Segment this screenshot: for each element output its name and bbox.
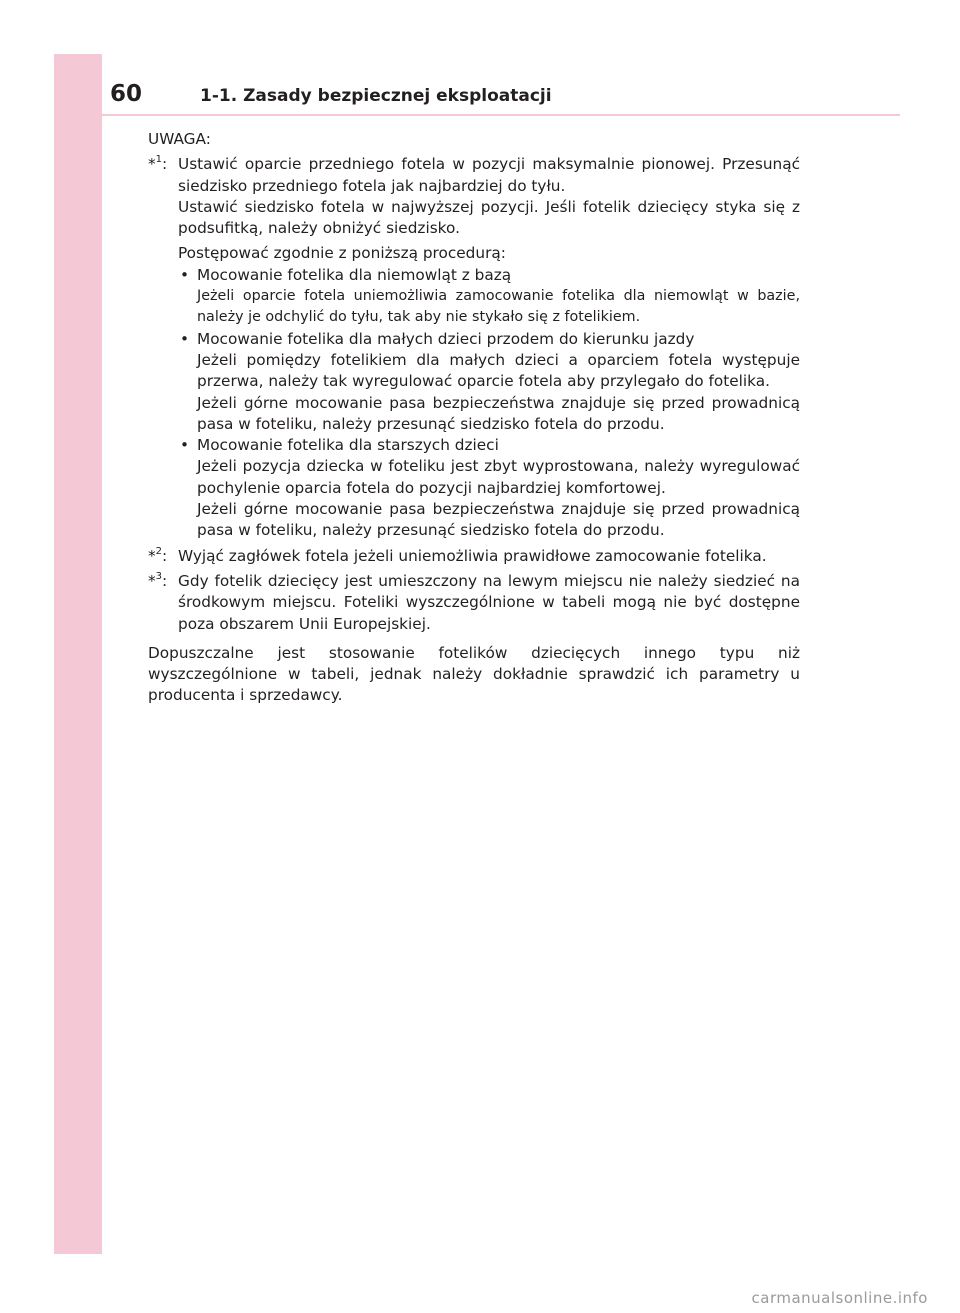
closing-paragraph: Dopuszczalne jest stosowanie fotelików dziecięcych innego typu niż wyszczególnione w tabeli, jednak należy dokładnie sprawdzić ich parametry u producenta i sprzedawcy. — [148, 643, 800, 705]
footnote-2-colon: : — [162, 546, 168, 565]
bullet-text: Jeżeli oparcie fotela uniemożliwia zamocowanie fotelika dla niemowląt w bazie, należy je odchylić do tyłu, tak aby nie stykało się z fotelikiem. — [197, 288, 800, 326]
footnote-1-text: Ustawić oparcie przedniego fotela w pozycji maksymalnie pionowej. Przesunąć siedzisko przedniego fotela jak najbardziej do tyłu. — [178, 155, 800, 195]
page-number: 60 — [110, 81, 143, 107]
bullet-title: Mocowanie fotelika dla niemowląt z bazą — [197, 265, 512, 284]
footnote-2-body — [178, 546, 800, 567]
note-label: UWAGA: — [148, 130, 211, 148]
footnote-3-asterisk: * — [148, 571, 156, 590]
bullet-body — [197, 435, 800, 541]
footnote-1-para3: Postępować zgodnie z poniższą procedurą: — [178, 244, 506, 263]
bullet-item — [178, 435, 800, 541]
watermark-text: carmanualsonline.info — [751, 1289, 928, 1307]
footnote-3-number: 3 — [155, 570, 163, 582]
footnote-1 — [148, 154, 800, 541]
footnote-1-number: 1 — [155, 154, 163, 166]
bullet-title: Mocowanie fotelika dla starszych dzieci — [197, 436, 499, 455]
footnote-2-number: 2 — [155, 545, 163, 557]
bullet-text: Jeżeli pozycja dziecka w foteliku jest zbyt wyprostowana, należy wyregulować pochylenie oparcia fotela do pozycji najbardziej komfortowej. — [197, 457, 800, 497]
footnote-3-text: Gdy fotelik dziecięcy jest umieszczony na lewym miejscu nie należy siedzieć na środkowym miejscu. Foteliki wyszczególnione w tabeli mogą nie być dostępne poza obszarem Unii Europejskiej. — [178, 571, 800, 633]
bullet-text: Jeżeli górne mocowanie pasa bezpieczeństwa znajduje się przed prowadnicą pasa w foteliku, należy przesunąć siedzisko fotela do przodu. — [197, 500, 800, 540]
footnote-3-body — [178, 571, 800, 635]
bullet-title: Mocowanie fotelika dla małych dzieci przodem do kierunku jazdy — [197, 329, 695, 348]
footnote-3 — [148, 571, 800, 635]
bullet-dot: • — [180, 436, 190, 455]
footnote-2 — [148, 546, 800, 567]
bullet-dot: • — [180, 329, 190, 348]
footnote-1-asterisk: * — [148, 155, 156, 174]
page-body — [148, 129, 800, 707]
footnote-2-asterisk: * — [148, 546, 156, 565]
footnote-1-para2: Ustawić siedzisko fotela w najwyższej pozycji. Jeśli fotelik dziecięcy styka się z podsufitką, należy obniżyć siedzisko. — [178, 197, 800, 238]
header-divider — [102, 114, 900, 116]
footnote-2-marker — [148, 546, 178, 567]
footnote-3-colon: : — [162, 571, 168, 590]
bullet-item — [178, 265, 800, 329]
bullet-body — [197, 265, 800, 329]
footnote-1-body — [178, 154, 800, 541]
footnote-1-marker — [148, 154, 178, 175]
footnote-1-colon: : — [162, 155, 168, 174]
footnote-3-marker — [148, 571, 178, 592]
bullet-text: Jeżeli górne mocowanie pasa bezpieczeństwa znajduje się przed prowadnicą pasa w foteliku, należy przesunąć siedzisko fotela do przodu. — [197, 393, 800, 433]
section-title: 1-1. Zasady bezpiecznej eksploatacji — [200, 86, 552, 106]
bullet-dot: • — [180, 265, 190, 284]
bullet-item — [178, 329, 800, 435]
footnote-2-text: Wyjąć zagłówek fotela jeżeli uniemożliwia prawidłowe zamocowanie fotelika. — [178, 546, 767, 565]
bullet-body — [197, 329, 800, 435]
side-tab-bar — [54, 54, 102, 1254]
bullet-text: Jeżeli pomiędzy fotelikiem dla małych dzieci a oparciem fotela występuje przerwa, należy tak wyregulować oparcie fotela aby przylegało do fotelika. — [197, 350, 800, 391]
